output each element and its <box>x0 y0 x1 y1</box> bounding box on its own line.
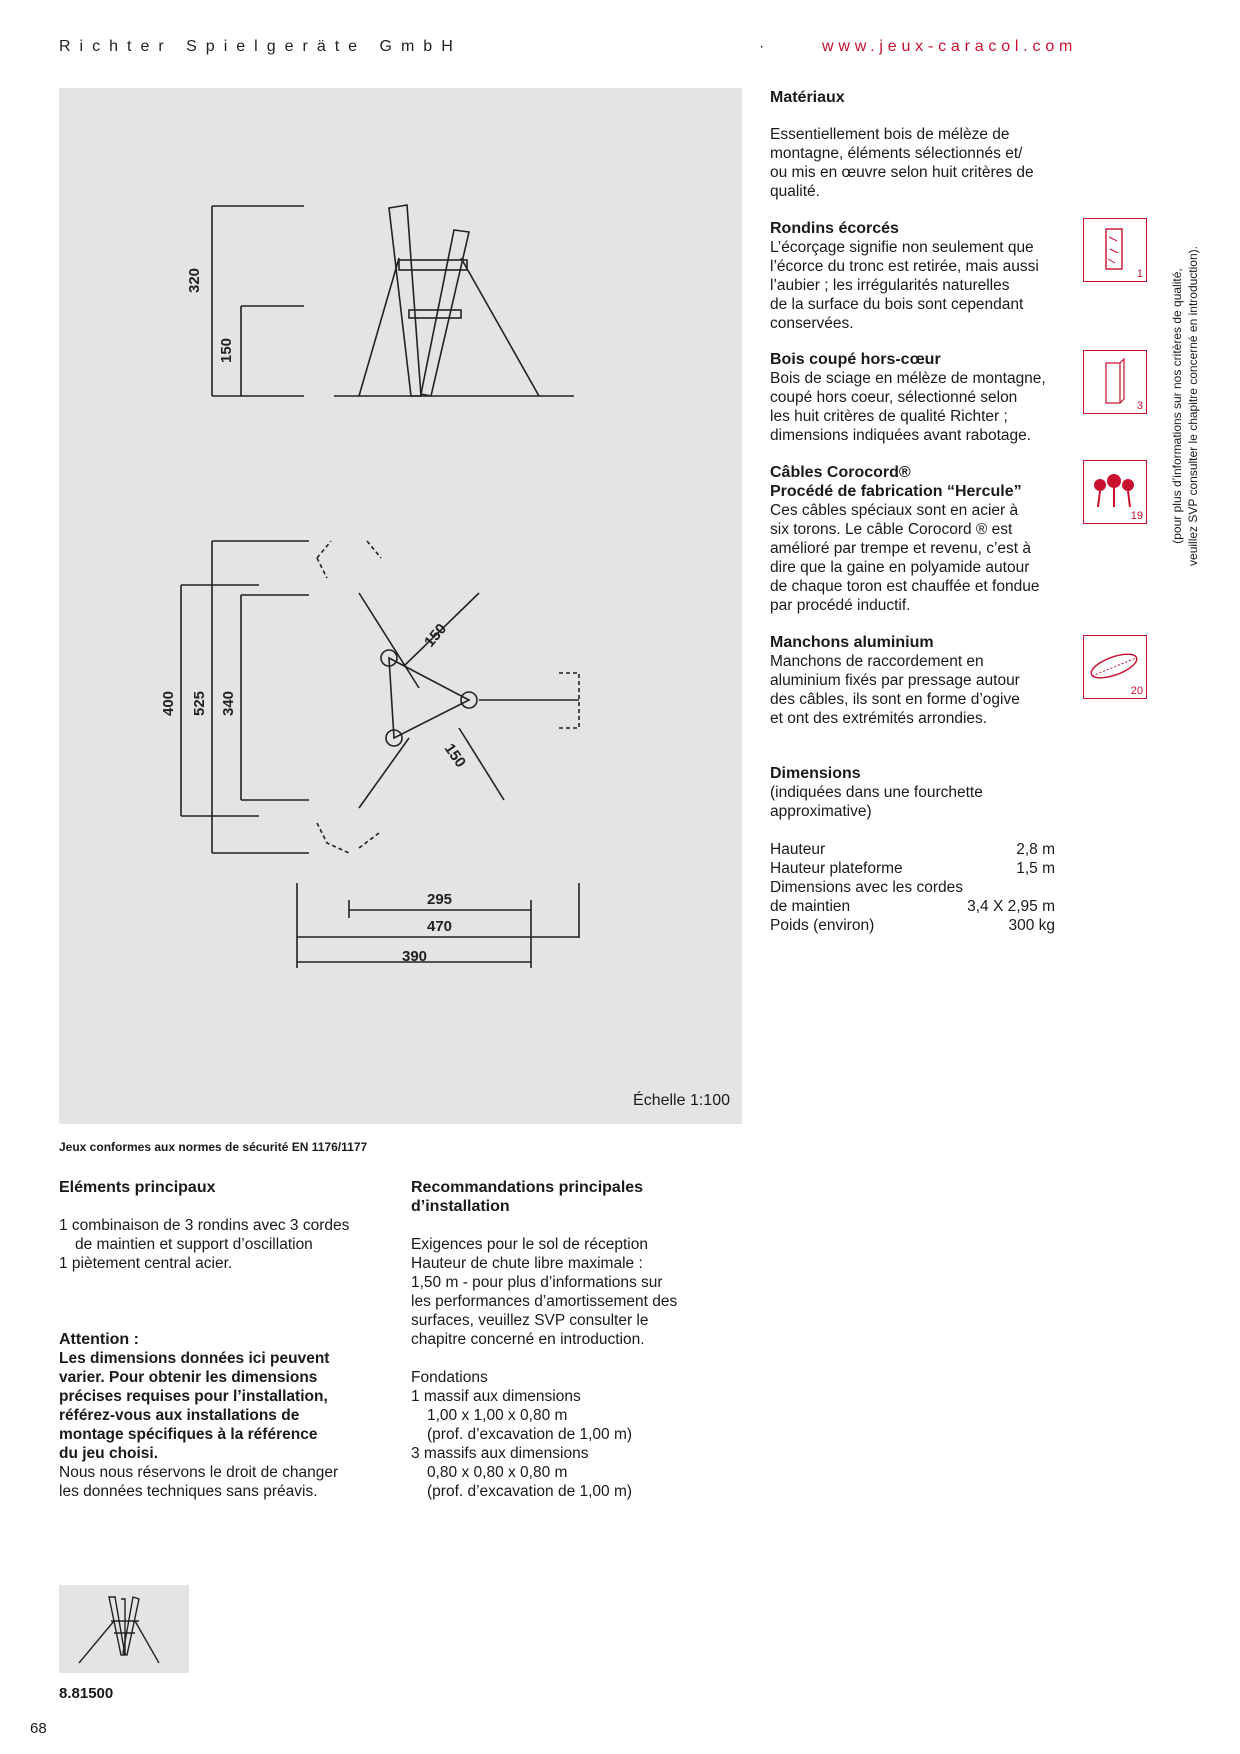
icon-number: 1 <box>1136 268 1143 280</box>
attention-line: précises requises pour l’installation, <box>59 1388 328 1405</box>
dim-label-150a: 150 <box>421 620 451 651</box>
feature-line: les huit critères de qualité Richter ; <box>770 408 1008 425</box>
technical-drawing <box>59 88 742 1124</box>
main-elements-title: Eléments principaux <box>59 1179 216 1196</box>
feature-line: coupé hors coeur, sélectionné selon <box>770 389 1018 406</box>
icon-number: 3 <box>1136 400 1143 412</box>
materials-title: Matériaux <box>770 89 845 106</box>
foundation-line: 3 massifs aux dimensions <box>411 1445 589 1462</box>
dim-label-470: 470 <box>427 918 453 935</box>
header-separator: · <box>759 38 774 55</box>
ground-line: Hauteur de chute libre maximale : <box>411 1255 643 1272</box>
feature-title: Bois coupé hors-cœur <box>770 351 941 368</box>
dimensions-subtitle: approximative) <box>770 803 872 820</box>
materials-line: montagne, éléments sélectionnés et/ <box>770 145 1023 162</box>
dimension-row <box>770 897 1055 916</box>
installation-section <box>411 1178 751 1501</box>
attention-line: les données techniques sans préavis. <box>59 1483 318 1500</box>
dimensions-section <box>770 764 1055 935</box>
feature-line: l’aubier ; les irrégularités naturelles <box>770 277 1010 294</box>
feature-title: Manchons aluminium <box>770 634 934 651</box>
cable-strands-icon <box>1083 460 1147 524</box>
company-name: Richter Spielgeräte GmbH <box>59 38 462 55</box>
icon-number: 20 <box>1130 685 1143 697</box>
installation-title <box>411 1178 751 1216</box>
dim-label-150: 150 <box>218 337 235 363</box>
feature-line: des câbles, ils sont en forme d’ogive <box>770 691 1020 708</box>
dimension-value: 3,4 X 2,95 m <box>967 898 1055 915</box>
feature-line: L’écorçage signifie non seulement que <box>770 239 1034 256</box>
ground-line: 1,50 m - pour plus d’informations sur <box>411 1274 663 1291</box>
feature-corocord <box>770 463 1090 615</box>
dimension-label: Poids (environ) <box>770 917 875 934</box>
dimension-row <box>770 859 1055 878</box>
feature-line: de chaque toron est chauffée et fondue <box>770 578 1040 595</box>
materials-line: Essentiellement bois de mélèze de <box>770 126 1010 143</box>
element-line: 1 combinaison de 3 rondins avec 3 cordes <box>59 1217 350 1234</box>
feature-line: Ces câbles spéciaux sont en acier à <box>770 502 1019 519</box>
dim-label-150b: 150 <box>440 740 470 771</box>
feature-heartwood-free <box>770 350 1090 445</box>
foundation-line: 1,00 x 1,00 x 0,80 m <box>427 1407 568 1424</box>
dim-label-295: 295 <box>427 891 453 908</box>
element-line: de maintien et support d’oscillation <box>75 1236 313 1253</box>
feature-line: Bois de sciage en mélèze de montagne, <box>770 370 1046 387</box>
feature-subtitle: Procédé de fabrication “Hercule” <box>770 483 1022 500</box>
attention-line: du jeu choisi. <box>59 1445 159 1462</box>
feature-line: six torons. Le câble Corocord ® est <box>770 521 1013 538</box>
debarked-log-icon <box>1083 218 1147 282</box>
feature-line: par procédé inductif. <box>770 597 911 614</box>
main-elements-section <box>59 1178 399 1273</box>
attention-section <box>59 1330 399 1501</box>
feature-line: aluminium fixés par pressage autour <box>770 672 1020 689</box>
icon-number: 19 <box>1130 510 1143 522</box>
ground-line: les performances d’amortissement des <box>411 1293 678 1310</box>
dimension-row <box>770 878 1055 897</box>
feature-line: dimensions indiquées avant rabotage. <box>770 427 1032 444</box>
attention-title: Attention : <box>59 1331 139 1348</box>
feature-line: Manchons de raccordement en <box>770 653 984 670</box>
feature-line: dire que la gaine en polyamide autour <box>770 559 1030 576</box>
feature-aluminium-sleeves <box>770 633 1090 728</box>
dimension-row <box>770 916 1055 935</box>
foundation-line: 0,80 x 0,80 x 0,80 m <box>427 1464 568 1481</box>
dim-label-390: 390 <box>402 948 428 965</box>
feature-line: et ont des extrémités arrondies. <box>770 710 988 727</box>
dim-label-525: 525 <box>191 690 208 716</box>
ground-line: chapitre concerné en introduction. <box>411 1331 645 1348</box>
dimensions-title: Dimensions <box>770 765 861 782</box>
attention-line: référez-vous aux installations de <box>59 1407 300 1424</box>
materials-line: qualité. <box>770 183 820 200</box>
foundations-title: Fondations <box>411 1369 488 1386</box>
dim-label-340: 340 <box>220 690 237 716</box>
dimension-label: de maintien <box>770 898 851 915</box>
feature-line: l’écorce du tronc est retirée, mais aussi <box>770 258 1039 275</box>
feature-title: Rondins écorcés <box>770 220 899 237</box>
installation-title-line: d’installation <box>411 1198 510 1215</box>
attention-line: Les dimensions données ici peuvent <box>59 1350 330 1367</box>
feature-title: Câbles Corocord® <box>770 464 911 481</box>
feature-line: conservées. <box>770 315 854 332</box>
safety-norms: Jeux conformes aux normes de sécurité EN 1176/1177 <box>59 1140 368 1154</box>
side-note-line: (pour plus d’informations sur nos critères de qualité, <box>1170 268 1184 544</box>
foundation-line: (prof. d’excavation de 1,00 m) <box>427 1483 633 1500</box>
feature-debarked-logs <box>770 219 1090 333</box>
dimension-label: Hauteur plateforme <box>770 860 903 877</box>
attention-line: varier. Pour obtenir les dimensions <box>59 1369 318 1386</box>
product-code: 8.81500 <box>59 1685 114 1702</box>
feature-line: amélioré par trempe et revenu, c’est à <box>770 540 1032 557</box>
dimension-value: 300 kg <box>1008 917 1055 934</box>
side-note-line: veuillez SVP consulter le chapitre concerné en introduction). <box>1186 246 1200 566</box>
dimension-label: Hauteur <box>770 841 826 858</box>
feature-line: de la surface du bois sont cependant <box>770 296 1024 313</box>
ground-line: Exigences pour le sol de réception <box>411 1236 648 1253</box>
dim-label-400: 400 <box>160 690 177 716</box>
product-thumbnail <box>59 1585 189 1673</box>
dimension-label: Dimensions avec les cordes <box>770 879 963 896</box>
dimension-row <box>770 840 1055 859</box>
side-note <box>1170 220 1200 580</box>
attention-line: montage spécifiques à la référence <box>59 1426 318 1443</box>
ground-line: surfaces, veuillez SVP consulter le <box>411 1312 649 1329</box>
foundation-line: 1 massif aux dimensions <box>411 1388 581 1405</box>
installation-title-line: Recommandations principales <box>411 1179 644 1196</box>
dimension-value: 1,5 m <box>1016 860 1055 877</box>
tripod-thumbnail-image <box>59 1585 189 1673</box>
sawn-timber-icon <box>1083 350 1147 414</box>
attention-line: Nous nous réservons le droit de changer <box>59 1464 339 1481</box>
dimensions-subtitle: (indiquées dans une fourchette <box>770 784 983 801</box>
aluminium-sleeve-icon <box>1083 635 1147 699</box>
materials-line: ou mis en œuvre selon huit critères de <box>770 164 1034 181</box>
element-line: 1 piètement central acier. <box>59 1255 233 1272</box>
page-header <box>59 38 1099 56</box>
page-number: 68 <box>30 1720 47 1737</box>
drawing-svg <box>59 88 742 1124</box>
materials-section <box>770 88 1090 201</box>
website-link[interactable]: www.jeux-caracol.com <box>822 38 1078 55</box>
scale-label: Échelle 1:100 <box>633 1092 730 1109</box>
dimension-value: 2,8 m <box>1016 841 1055 858</box>
dim-label-320: 320 <box>186 267 203 293</box>
foundation-line: (prof. d’excavation de 1,00 m) <box>427 1426 633 1443</box>
